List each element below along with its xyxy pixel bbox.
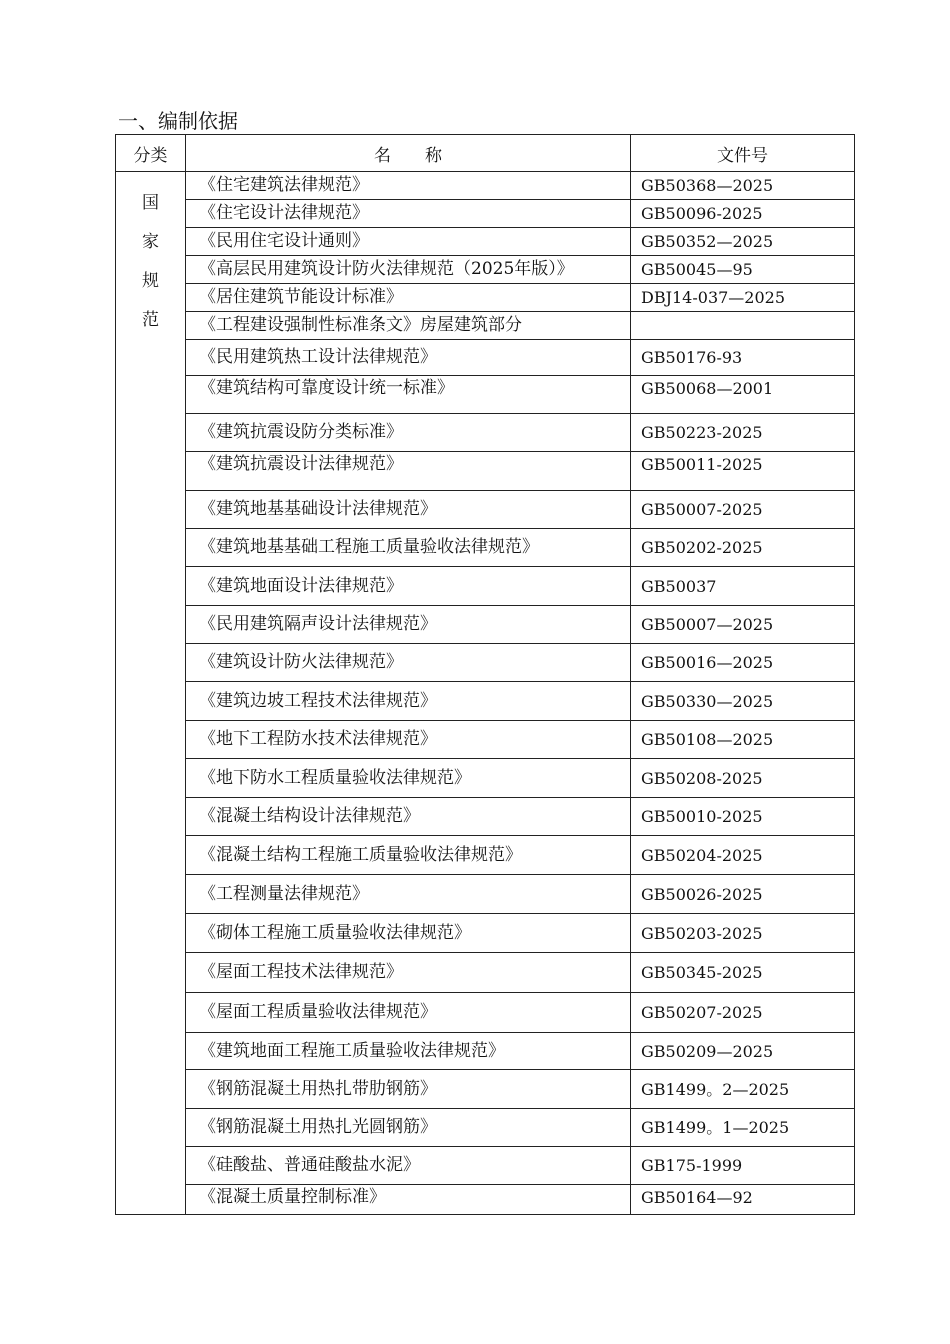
- standard-name: 《住宅建筑法律规范》: [186, 172, 631, 200]
- standard-code: GB50007-2025: [631, 491, 855, 529]
- table-header-row: [116, 135, 855, 172]
- header-name: 名 称: [186, 135, 631, 172]
- standard-code: GB50164—92: [631, 1185, 855, 1215]
- table-row: [116, 682, 855, 721]
- standard-code: GB50011-2025: [631, 452, 855, 491]
- standard-code: GB50345-2025: [631, 953, 855, 993]
- table-row: [116, 1147, 855, 1185]
- standard-code: GB50045—95: [631, 256, 855, 284]
- standard-name: 《混凝土结构设计法律规范》: [186, 798, 631, 836]
- standard-code: GB50176-93: [631, 340, 855, 376]
- table-row: [116, 452, 855, 491]
- standard-code: GB50037: [631, 567, 855, 606]
- standard-name: 《混凝土结构工程施工质量验收法律规范》: [186, 836, 631, 875]
- standard-name: 《民用住宅设计通则》: [186, 228, 631, 256]
- standard-name: 《建筑设计防火法律规范》: [186, 644, 631, 682]
- standard-name: 《建筑边坡工程技术法律规范》: [186, 682, 631, 721]
- standard-code: GB50016—2025: [631, 644, 855, 682]
- standard-code: GB175-1999: [631, 1147, 855, 1185]
- header-category: 分类: [116, 135, 186, 172]
- standard-code: GB50010-2025: [631, 798, 855, 836]
- standard-code: GB50209—2025: [631, 1033, 855, 1070]
- standard-code: GB50203-2025: [631, 914, 855, 953]
- table-row: [116, 836, 855, 875]
- standard-name: 《建筑结构可靠度设计统一标准》: [186, 376, 631, 414]
- standard-name: 《建筑地基基础工程施工质量验收法律规范》: [186, 529, 631, 567]
- standard-code: DBJ14-037—2025: [631, 284, 855, 312]
- table-row: [116, 228, 855, 256]
- standard-code: GB50368—2025: [631, 172, 855, 200]
- standard-name: 《民用建筑热工设计法律规范》: [186, 340, 631, 376]
- standard-name: 《钢筋混凝土用热扎带肋钢筋》: [186, 1070, 631, 1109]
- standard-name: 《工程建设强制性标准条文》房屋建筑部分: [186, 312, 631, 340]
- table-row: [116, 1185, 855, 1215]
- standard-name: 《地下工程防水技术法律规范》: [186, 721, 631, 759]
- standard-code: [631, 312, 855, 340]
- table-row: [116, 256, 855, 284]
- table-row: [116, 312, 855, 340]
- standard-code: GB50202-2025: [631, 529, 855, 567]
- table-row: [116, 1033, 855, 1070]
- standard-code: GB50223-2025: [631, 414, 855, 452]
- standard-name: 《民用建筑隔声设计法律规范》: [186, 606, 631, 644]
- standard-code: GB50204-2025: [631, 836, 855, 875]
- table-row: [116, 759, 855, 798]
- table-row: [116, 953, 855, 993]
- table-row: [116, 414, 855, 452]
- category-char: 范: [142, 310, 159, 330]
- table-row: [116, 340, 855, 376]
- standard-code: GB50007—2025: [631, 606, 855, 644]
- table-row: [116, 914, 855, 953]
- category-cell: [116, 172, 186, 1215]
- standard-name: 《建筑地基基础设计法律规范》: [186, 491, 631, 529]
- standard-code: GB1499。1—2025: [631, 1109, 855, 1147]
- standard-name: 《工程测量法律规范》: [186, 875, 631, 914]
- table-row: [116, 172, 855, 200]
- standard-name: 《砌体工程施工质量验收法律规范》: [186, 914, 631, 953]
- standard-code: GB1499。2—2025: [631, 1070, 855, 1109]
- table-row: [116, 200, 855, 228]
- standard-name: 《建筑抗震设计法律规范》: [186, 452, 631, 491]
- table-row: [116, 529, 855, 567]
- table-row: [116, 567, 855, 606]
- table-row: [116, 993, 855, 1033]
- category-char: 国: [142, 193, 159, 213]
- standard-name: 《屋面工程质量验收法律规范》: [186, 993, 631, 1033]
- standard-name: 《住宅设计法律规范》: [186, 200, 631, 228]
- standard-code: GB50108—2025: [631, 721, 855, 759]
- section-heading: 一、编制依据: [118, 109, 238, 133]
- table-row: [116, 875, 855, 914]
- standard-name: 《高层民用建筑设计防火法律规范（2025年版）》: [186, 256, 631, 284]
- standard-code: GB50352—2025: [631, 228, 855, 256]
- standard-name: 《钢筋混凝土用热扎光圆钢筋》: [186, 1109, 631, 1147]
- table-row: [116, 284, 855, 312]
- table-row: [116, 606, 855, 644]
- standard-code: GB50330—2025: [631, 682, 855, 721]
- standard-name: 《地下防水工程质量验收法律规范》: [186, 759, 631, 798]
- header-code: 文件号: [631, 135, 855, 172]
- table-row: [116, 1109, 855, 1147]
- standard-name: 《屋面工程技术法律规范》: [186, 953, 631, 993]
- category-char: 家: [142, 232, 159, 252]
- table-row: [116, 721, 855, 759]
- standard-code: GB50208-2025: [631, 759, 855, 798]
- table-row: [116, 491, 855, 529]
- standard-name: 《建筑地面设计法律规范》: [186, 567, 631, 606]
- table-row: [116, 376, 855, 414]
- standard-code: GB50026-2025: [631, 875, 855, 914]
- table-row: [116, 1070, 855, 1109]
- standard-name: 《建筑抗震设防分类标准》: [186, 414, 631, 452]
- category-char: 规: [142, 271, 159, 291]
- standard-name: 《居住建筑节能设计标准》: [186, 284, 631, 312]
- standard-code: GB50207-2025: [631, 993, 855, 1033]
- standard-name: 《硅酸盐、普通硅酸盐水泥》: [186, 1147, 631, 1185]
- table-row: [116, 644, 855, 682]
- standards-table: [115, 134, 855, 1215]
- standard-code: GB50096-2025: [631, 200, 855, 228]
- standard-name: 《混凝土质量控制标准》: [186, 1185, 631, 1215]
- standard-name: 《建筑地面工程施工质量验收法律规范》: [186, 1033, 631, 1070]
- table-row: [116, 798, 855, 836]
- standard-code: GB50068—2001: [631, 376, 855, 414]
